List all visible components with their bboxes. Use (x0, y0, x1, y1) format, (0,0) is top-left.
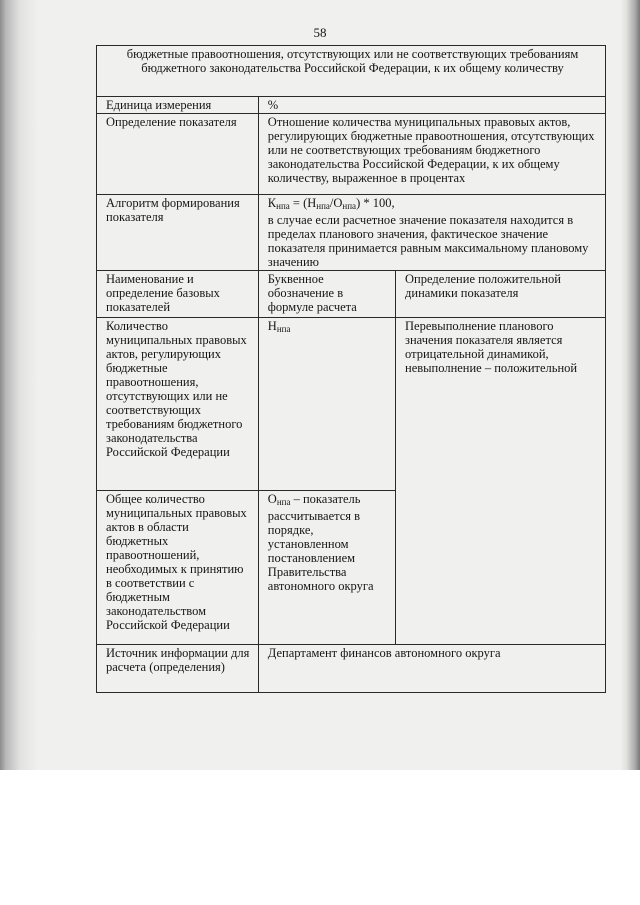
algorithm-formula: $К_{нпа} = (Н_{нпа}/О_{нпа}) * 100$, (267, 196, 395, 211)
indicator-title: бюджетные правоотношения, отсутствующих или не соответствующих требованиям бюджетного законодательства Российской Федерации, к их общему количеству (97, 46, 606, 97)
header-dynamics: Определение положительной динамики показателя (396, 271, 606, 318)
base-indicator-symbol: $Н_{нпа}$ (258, 318, 395, 491)
unit-label: Единица измерения (97, 97, 259, 114)
algorithm-label: Алгоритм формирования показателя (97, 195, 259, 271)
header-symbol: Буквенное обозначение в формуле расчета (258, 271, 395, 318)
header-name: Наименование и определение базовых показателей (97, 271, 259, 318)
source-value: Департамент финансов автономного округа (258, 645, 605, 693)
page-number: 58 (313, 25, 327, 40)
base-indicator-name: Общее количество муниципальных правовых актов в области бюджетных правоотношений, необходимых к принятию в соответствии с бюджетным законодательством Российской Федерации (97, 491, 259, 645)
base-indicator-name: Количество муниципальных правовых актов, регулирующих бюджетные правоотношения, отсутствующих или не соответствующих требованиям бюджетного законодательства Российской Федерации (97, 318, 259, 491)
definition-value: Отношение количества муниципальных правовых актов, регулирующих бюджетные правоотношения, отсутствующих или не соответствующих требованиям бюджетного законодательства Российской Федерации, к их общему количеству, выраженное в процентах (258, 114, 605, 195)
dynamics-definition: Перевыполнение планового значения показателя является отрицательной динамикой, невыполнение – положительной (396, 318, 606, 645)
unit-value: % (258, 97, 605, 114)
scan-shadow-left (0, 0, 38, 770)
definition-label: Определение показателя (97, 114, 259, 195)
base-indicator-symbol: $О_{нпа}$ – показатель рассчитывается в порядке, установленном постановлением Правительства автономного округа (258, 491, 395, 645)
algorithm-text: в случае если расчетное значение показателя находится в пределах планового значения, фактическое значение показателя принимается равным максимальному плановому значению (267, 213, 589, 269)
algorithm-cell (258, 195, 605, 271)
indicator-table (96, 45, 606, 693)
source-label: Источник информации для расчета (определения) (97, 645, 259, 693)
scan-shadow-right (620, 0, 640, 770)
